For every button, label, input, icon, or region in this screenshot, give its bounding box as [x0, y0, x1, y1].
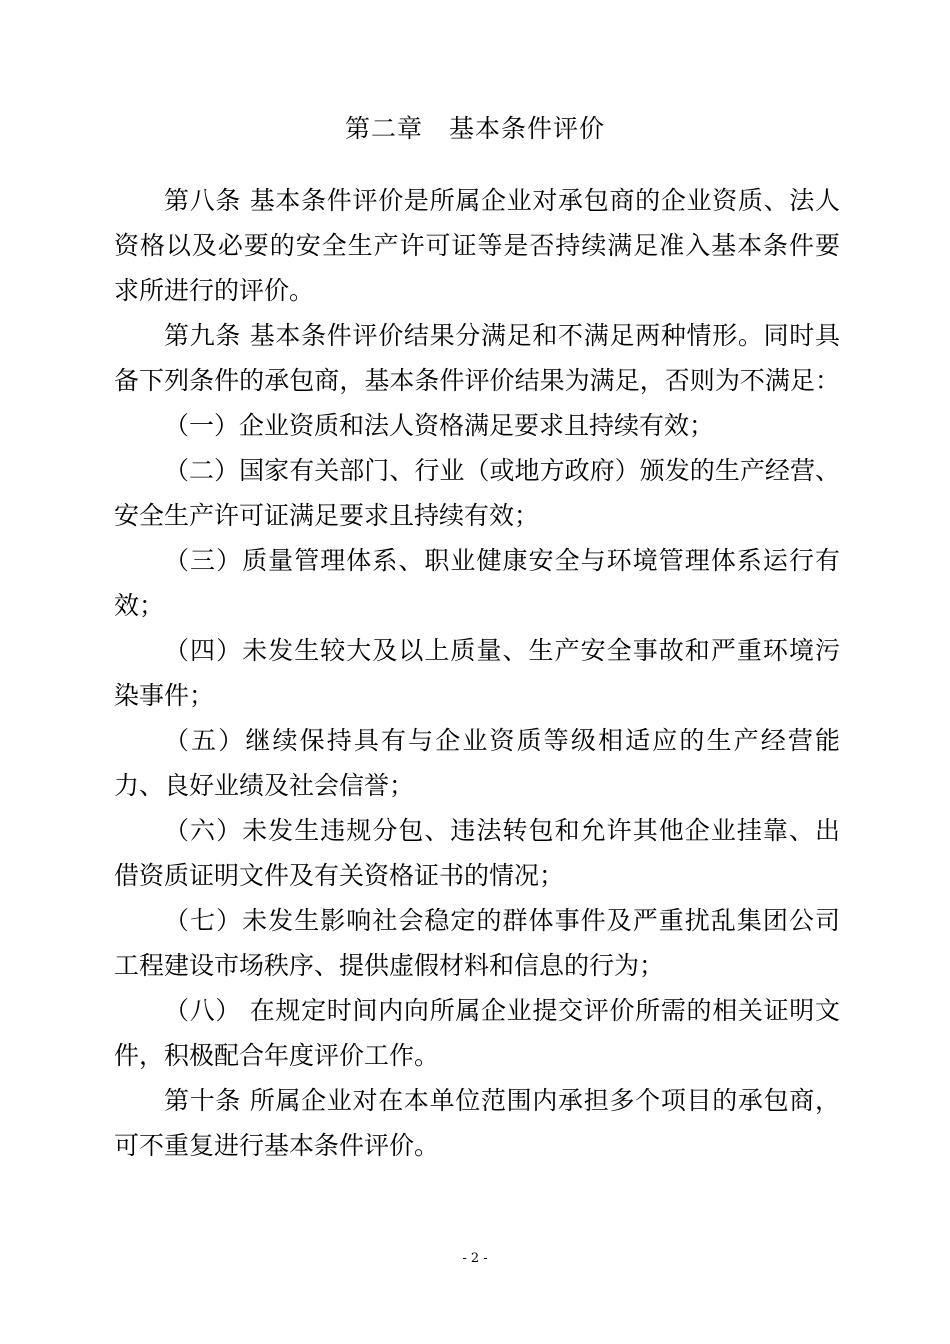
article-9-line-2: 备下列条件的承包商，基本条件评价结果为满足，否则为不满足：: [114, 366, 840, 395]
article-8-line-2: 资格以及必要的安全生产许可证等是否持续满足准入基本条件要: [114, 231, 840, 260]
condition-5-line-1: （五）继续保持具有与企业资质等级相适应的生产经营能: [164, 726, 840, 755]
chapter-title: 第二章 基本条件评价: [344, 114, 605, 143]
condition-8-line-1: （八） 在规定时间内向所属企业提交评价所需的相关证明文: [164, 996, 840, 1025]
condition-6-line-2: 借资质证明文件及有关资格证书的情况；: [114, 861, 565, 890]
condition-1-line-1: （一）企业资质和法人资格满足要求且持续有效；: [164, 411, 715, 440]
article-10-line-1: 第十条 所属企业对在本单位范围内承担多个项目的承包商，: [164, 1086, 840, 1115]
condition-2-line-1: （二）国家有关部门、行业（或地方政府）颁发的生产经营、: [164, 456, 840, 485]
condition-5-line-2: 力、良好业绩及社会信誉；: [114, 771, 415, 800]
article-9-line-1: 第九条 基本条件评价结果分满足和不满足两种情形。同时具: [164, 321, 840, 350]
condition-3-line-2: 效；: [114, 591, 165, 620]
condition-7-line-1: （七）未发生影响社会稳定的群体事件及严重扰乱集团公司: [164, 906, 840, 935]
condition-4-line-1: （四）未发生较大及以上质量、生产安全事故和严重环境污: [164, 636, 840, 665]
page-number: - 2 -: [462, 1251, 488, 1266]
condition-8-line-2: 件，积极配合年度评价工作。: [114, 1041, 440, 1070]
condition-2-line-2: 安全生产许可证满足要求且持续有效；: [114, 501, 540, 530]
condition-6-line-1: （六）未发生违规分包、违法转包和允许其他企业挂靠、出: [164, 816, 840, 845]
condition-3-line-1: （三）质量管理体系、职业健康安全与环境管理体系运行有: [164, 546, 840, 575]
article-8-line-1: 第八条 基本条件评价是所属企业对承包商的企业资质、法人: [164, 186, 840, 215]
article-10-line-2: 可不重复进行基本条件评价。: [114, 1131, 440, 1160]
condition-7-line-2: 工程建设市场秩序、提供虚假材料和信息的行为；: [114, 951, 665, 980]
article-8-line-3: 求所进行的评价。: [114, 276, 315, 305]
condition-4-line-2: 染事件；: [114, 681, 215, 710]
